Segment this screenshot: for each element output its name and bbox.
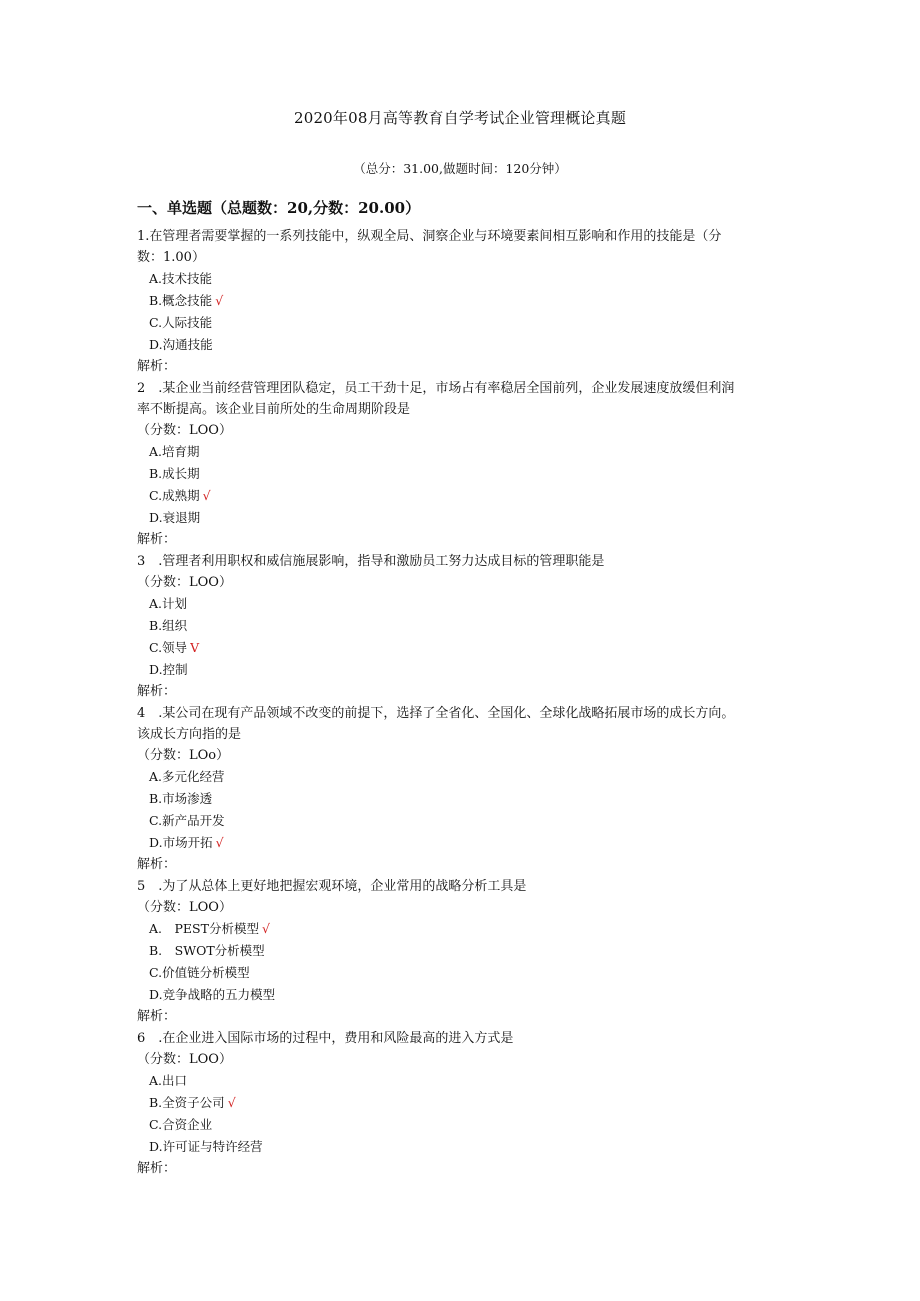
- option-key: C.: [149, 965, 163, 980]
- question-5: [137, 876, 787, 1027]
- answer-option: [137, 507, 787, 529]
- question-stem-line: 率不断提高。该企业目前所处的生命周期阶段是: [137, 402, 411, 417]
- question-stem-line: 数：1.00）: [137, 250, 205, 265]
- correct-answer-check-icon: √: [215, 835, 224, 850]
- option-key: A.: [149, 921, 175, 936]
- question-score: （分数：LOO）: [137, 423, 232, 438]
- question-1: [137, 226, 787, 377]
- answer-option: [137, 441, 787, 463]
- exam-title: 2020年08月高等教育自学考试企业管理概论真题: [293, 109, 627, 127]
- option-text: 控制: [162, 662, 188, 677]
- answer-option: [137, 918, 787, 940]
- analysis-label: 解析：: [137, 684, 177, 699]
- option-key: C.: [149, 488, 163, 503]
- option-text: 新产品开发: [162, 813, 225, 828]
- option-text: 价值链分析模型: [162, 965, 250, 980]
- question-3: [137, 551, 787, 702]
- option-text: 多元化经营: [162, 769, 225, 784]
- question-stem-line: 6 .在企业进入国际市场的过程中，费用和风险最高的进入方式是: [137, 1031, 514, 1046]
- correct-answer-check-icon: √: [215, 293, 224, 308]
- answer-option: [137, 1070, 787, 1092]
- question-2: [137, 378, 787, 550]
- option-text: 人际技能: [162, 315, 213, 330]
- analysis-label: 解析：: [137, 1161, 177, 1176]
- analysis-label: 解析：: [137, 857, 177, 872]
- option-text: 竞争战略的五力模型: [162, 987, 276, 1002]
- question-score: （分数：LOO）: [137, 1052, 232, 1067]
- option-text: 领导: [162, 640, 188, 655]
- option-key: A.: [149, 1073, 163, 1088]
- answer-option: [137, 637, 787, 659]
- analysis-label: 解析：: [137, 1009, 177, 1024]
- answer-option: [137, 940, 787, 962]
- question-stem-line: 2 .某企业当前经营管理团队稳定，员工干劲十足，市场占有率稳居全国前列，企业发展速度放缓但利润: [137, 381, 735, 396]
- option-text: 计划: [162, 596, 188, 611]
- option-text: 市场开拓: [162, 835, 213, 850]
- option-key: C.: [149, 640, 163, 655]
- option-key: D.: [149, 337, 163, 352]
- option-key: B.: [149, 466, 163, 481]
- correct-answer-check-icon: √: [261, 921, 270, 936]
- answer-option: [137, 312, 787, 334]
- option-text: 沟通技能: [162, 337, 213, 352]
- option-key: D.: [149, 510, 163, 525]
- option-text: 合资企业: [162, 1117, 213, 1132]
- analysis-label: 解析：: [137, 532, 177, 547]
- correct-answer-check-icon: √: [202, 488, 211, 503]
- option-text: 市场渗透: [162, 791, 213, 806]
- option-key: D.: [149, 1139, 163, 1154]
- answer-option: [137, 984, 787, 1006]
- option-key: B.: [149, 1095, 163, 1110]
- option-key: D.: [149, 662, 163, 677]
- option-key: B.: [149, 791, 163, 806]
- option-text: 全资子公司: [162, 1095, 225, 1110]
- option-key: A.: [149, 769, 163, 784]
- option-text: 组织: [162, 618, 188, 633]
- correct-answer-check-icon: V: [190, 640, 200, 655]
- question-stem-line: 4 .某公司在现有产品领域不改变的前提下，选择了全省化、全国化、全球化战略拓展市场的成长方向。: [137, 706, 735, 721]
- exam-meta: （总分：31.00,做题时间：120分钟）: [353, 161, 567, 176]
- option-key: A.: [149, 271, 163, 286]
- option-key: A.: [149, 444, 163, 459]
- answer-option: [137, 593, 787, 615]
- option-key: B.: [149, 293, 163, 308]
- option-text: 成熟期: [162, 488, 200, 503]
- answer-option: [137, 962, 787, 984]
- answer-option: [137, 1136, 787, 1158]
- option-text: 技术技能: [162, 271, 213, 286]
- option-key: A.: [149, 596, 163, 611]
- option-text: 概念技能: [162, 293, 213, 308]
- option-key: D.: [149, 835, 163, 850]
- option-text: 出口: [162, 1073, 188, 1088]
- option-key: C.: [149, 315, 163, 330]
- answer-option: [137, 290, 787, 312]
- analysis-label: 解析：: [137, 359, 177, 374]
- question-6: [137, 1028, 787, 1179]
- option-text: 培育期: [162, 444, 200, 459]
- answer-option: [137, 788, 787, 810]
- answer-option: [137, 766, 787, 788]
- question-score: （分数：LOO）: [137, 575, 232, 590]
- answer-option: [137, 832, 787, 854]
- answer-option: [137, 810, 787, 832]
- option-text: 衰退期: [162, 510, 201, 525]
- question-stem-line: 该成长方向指的是: [137, 727, 242, 742]
- option-key: C.: [149, 1117, 163, 1132]
- question-score: （分数：LOO）: [137, 900, 232, 915]
- option-key: D.: [149, 987, 163, 1002]
- option-text: PEST分析模型: [174, 921, 259, 936]
- question-list: [137, 226, 787, 1179]
- option-key: B.: [149, 618, 163, 633]
- option-key: B.: [149, 943, 175, 958]
- option-text: 成长期: [162, 466, 200, 481]
- question-stem-line: 5 .为了从总体上更好地把握宏观环境，企业常用的战略分析工具是: [137, 879, 527, 894]
- correct-answer-check-icon: √: [227, 1095, 236, 1110]
- question-stem-line: 3 .管理者利用职权和威信施展影响，指导和激励员工努力达成目标的管理职能是: [137, 554, 605, 569]
- option-key: C.: [149, 813, 163, 828]
- question-stem-line: 1.在管理者需要掌握的一系列技能中，纵观全局、洞察企业与环境要素间相互影响和作用的技能是（分: [137, 229, 722, 244]
- question-4: [137, 703, 787, 875]
- answer-option: [137, 463, 787, 485]
- answer-option: [137, 615, 787, 637]
- answer-option: [137, 334, 787, 356]
- answer-option: [137, 1114, 787, 1136]
- answer-option: [137, 1092, 787, 1114]
- answer-option: [137, 268, 787, 290]
- section-title: 一、单选题（总题数：20,分数：20.00）: [137, 199, 421, 217]
- option-text: SWOT分析模型: [174, 943, 265, 958]
- option-text: 许可证与特许经营: [162, 1139, 263, 1154]
- answer-option: [137, 485, 787, 507]
- answer-option: [137, 659, 787, 681]
- question-score: （分数：LOo）: [137, 748, 230, 763]
